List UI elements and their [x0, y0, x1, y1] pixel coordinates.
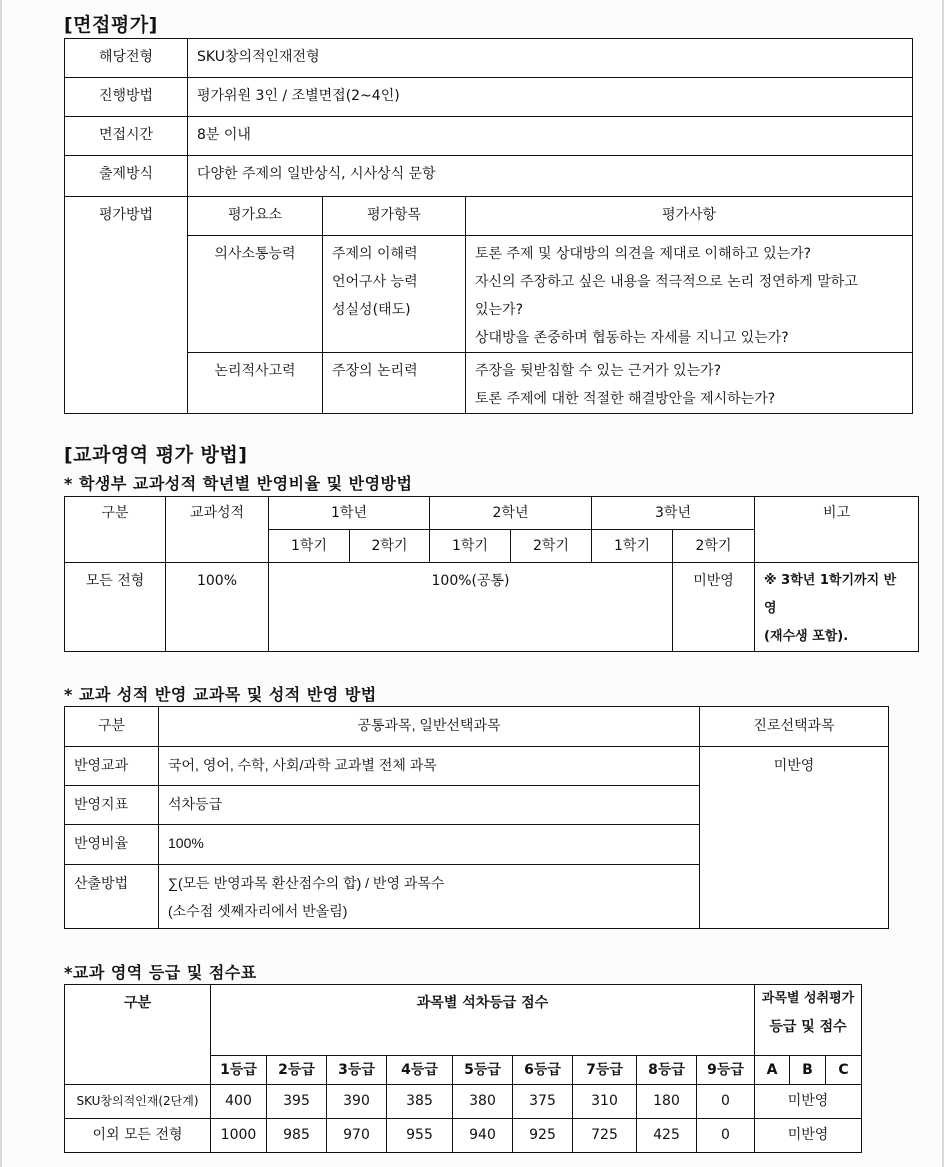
career-subjects-value: 미반영 [700, 747, 889, 929]
row-label: 진행방법 [65, 78, 188, 117]
row-value: SKU창의적인재전형 [188, 39, 913, 78]
method-header: 평가요소 [188, 197, 323, 236]
score-table [64, 984, 862, 1153]
grade-header: 6등급 [513, 1056, 573, 1085]
score-value: 955 [387, 1119, 453, 1153]
grade-header: 5등급 [453, 1056, 513, 1085]
score-value: 970 [327, 1119, 387, 1153]
grade-header: 9등급 [697, 1056, 755, 1085]
method-header: 평가항목 [323, 197, 466, 236]
interview-row [65, 78, 913, 117]
method-row [65, 236, 913, 353]
row-label: 반영교과 [65, 747, 159, 786]
row-label: 출제방식 [65, 156, 188, 197]
score-value: 985 [267, 1119, 327, 1153]
subjects-header-row [65, 707, 889, 747]
subjects-table-heading: * 교과 성적 반영 교과목 및 성적 반영 방법 [64, 685, 377, 704]
method-criteria: 주장의 논리력 [323, 353, 466, 414]
header-semester: 1학기 [430, 530, 511, 563]
score-value: 375 [513, 1085, 573, 1119]
abc-header: C [826, 1056, 862, 1085]
score-value: 425 [637, 1119, 697, 1153]
grade-header: 4등급 [387, 1056, 453, 1085]
interview-row [65, 117, 913, 156]
subjects-table [64, 706, 889, 929]
grade-header: 7등급 [573, 1056, 637, 1085]
header-category: 구분 [65, 497, 166, 563]
score-value: 390 [327, 1085, 387, 1119]
row-value: 국어, 영어, 수학, 사회/과학 교과별 전체 과목 [159, 747, 700, 786]
score-row [65, 1119, 862, 1153]
score-value: 0 [697, 1085, 755, 1119]
row-value: 석차등급 [159, 786, 700, 825]
row-grade-score: 100% [166, 563, 269, 652]
header-career-subjects: 진로선택과목 [700, 707, 889, 747]
row-label: 산출방법 [65, 865, 159, 929]
row-value: 다양한 주제의 일반상식, 시사상식 문항 [188, 156, 913, 197]
method-header-row [65, 197, 913, 236]
header-semester: 1학기 [269, 530, 350, 563]
score-value: 395 [267, 1085, 327, 1119]
header-semester: 2학기 [350, 530, 430, 563]
method-criteria: 주제의 이해력 언어구사 능력 성실성(태도) [323, 236, 466, 353]
method-row [65, 353, 913, 414]
grade-header: 2등급 [267, 1056, 327, 1085]
grade-header: 8등급 [637, 1056, 697, 1085]
header-general-subjects: 공통과목, 일반선택과목 [159, 707, 700, 747]
grade-header: 3등급 [327, 1056, 387, 1085]
row-value: 100% [159, 825, 700, 865]
method-details: 토론 주제 및 상대방의 의견을 제대로 이해하고 있는가? 자신의 주장하고 싶은 내용을 적극적으로 논리 정연하게 말하고 있는가? 상대방을 존중하며 협동하는 자세를 지니고 있는가? [466, 236, 913, 353]
header-semester: 2학기 [673, 530, 755, 563]
score-value: 1000 [211, 1119, 267, 1153]
header-rank-score: 과목별 석차등급 점수 [211, 985, 755, 1056]
method-header: 평가사항 [466, 197, 913, 236]
row-label: 해당전형 [65, 39, 188, 78]
interview-row [65, 39, 913, 78]
method-element: 의사소통능력 [188, 236, 323, 353]
score-value: 925 [513, 1119, 573, 1153]
header-grade-score: 교과성적 [166, 497, 269, 563]
header-year-3: 3학년 [592, 497, 755, 530]
score-header-row [65, 985, 862, 1056]
achievement-value: 미반영 [755, 1119, 862, 1153]
row-last-semester: 미반영 [673, 563, 755, 652]
ratio-data-row [65, 563, 919, 652]
abc-header: A [755, 1056, 790, 1085]
score-value: 400 [211, 1085, 267, 1119]
ratio-table [64, 496, 919, 652]
row-category: 모든 전형 [65, 563, 166, 652]
interview-heading: [면접평가] [64, 14, 158, 36]
row-common-ratio: 100%(공통) [269, 563, 673, 652]
header-semester: 1학기 [592, 530, 673, 563]
interview-row [65, 156, 913, 197]
row-label: SKU창의적인재(2단계) [65, 1085, 211, 1119]
header-achievement: 과목별 성취평가 등급 및 점수 [755, 985, 862, 1056]
score-value: 380 [453, 1085, 513, 1119]
row-label: 면접시간 [65, 117, 188, 156]
method-element: 논리적사고력 [188, 353, 323, 414]
header-category: 구분 [65, 707, 159, 747]
header-note: 비고 [755, 497, 919, 563]
row-label: 이외 모든 전형 [65, 1119, 211, 1153]
row-value: 8분 이내 [188, 117, 913, 156]
header-year-1: 1학년 [269, 497, 430, 530]
abc-header: B [790, 1056, 826, 1085]
subjects-row [65, 747, 889, 786]
row-note: ※ 3학년 1학기까지 반 영 (재수생 포함). [755, 563, 919, 652]
score-value: 0 [697, 1119, 755, 1153]
row-label: 반영비율 [65, 825, 159, 865]
header-semester: 2학기 [511, 530, 592, 563]
row-label: 반영지표 [65, 786, 159, 825]
ratio-header-row [65, 497, 919, 530]
method-details: 주장을 뒷받침할 수 있는 근거가 있는가? 토론 주제에 대한 적절한 해결방안을 제시하는가? [466, 353, 913, 414]
score-value: 310 [573, 1085, 637, 1119]
ratio-table-heading: * 학생부 교과성적 학년별 반영비율 및 반영방법 [64, 474, 413, 493]
header-year-2: 2학년 [430, 497, 592, 530]
header-category: 구분 [65, 985, 211, 1085]
achievement-value: 미반영 [755, 1085, 862, 1119]
interview-table [64, 38, 913, 414]
score-table-heading: *교과 영역 등급 및 점수표 [64, 963, 257, 982]
page-edge-left [0, 0, 2, 1167]
row-value: ∑(모든 반영과목 환산점수의 합) / 반영 과목수 (소수점 셋째자리에서 반올림) [159, 865, 700, 929]
method-label: 평가방법 [65, 197, 188, 414]
grade-header: 1등급 [211, 1056, 267, 1085]
subject-area-heading: [교과영역 평가 방법] [64, 444, 248, 466]
score-value: 725 [573, 1119, 637, 1153]
score-value: 940 [453, 1119, 513, 1153]
score-row [65, 1085, 862, 1119]
row-value: 평가위원 3인 / 조별면접(2~4인) [188, 78, 913, 117]
score-value: 180 [637, 1085, 697, 1119]
score-value: 385 [387, 1085, 453, 1119]
